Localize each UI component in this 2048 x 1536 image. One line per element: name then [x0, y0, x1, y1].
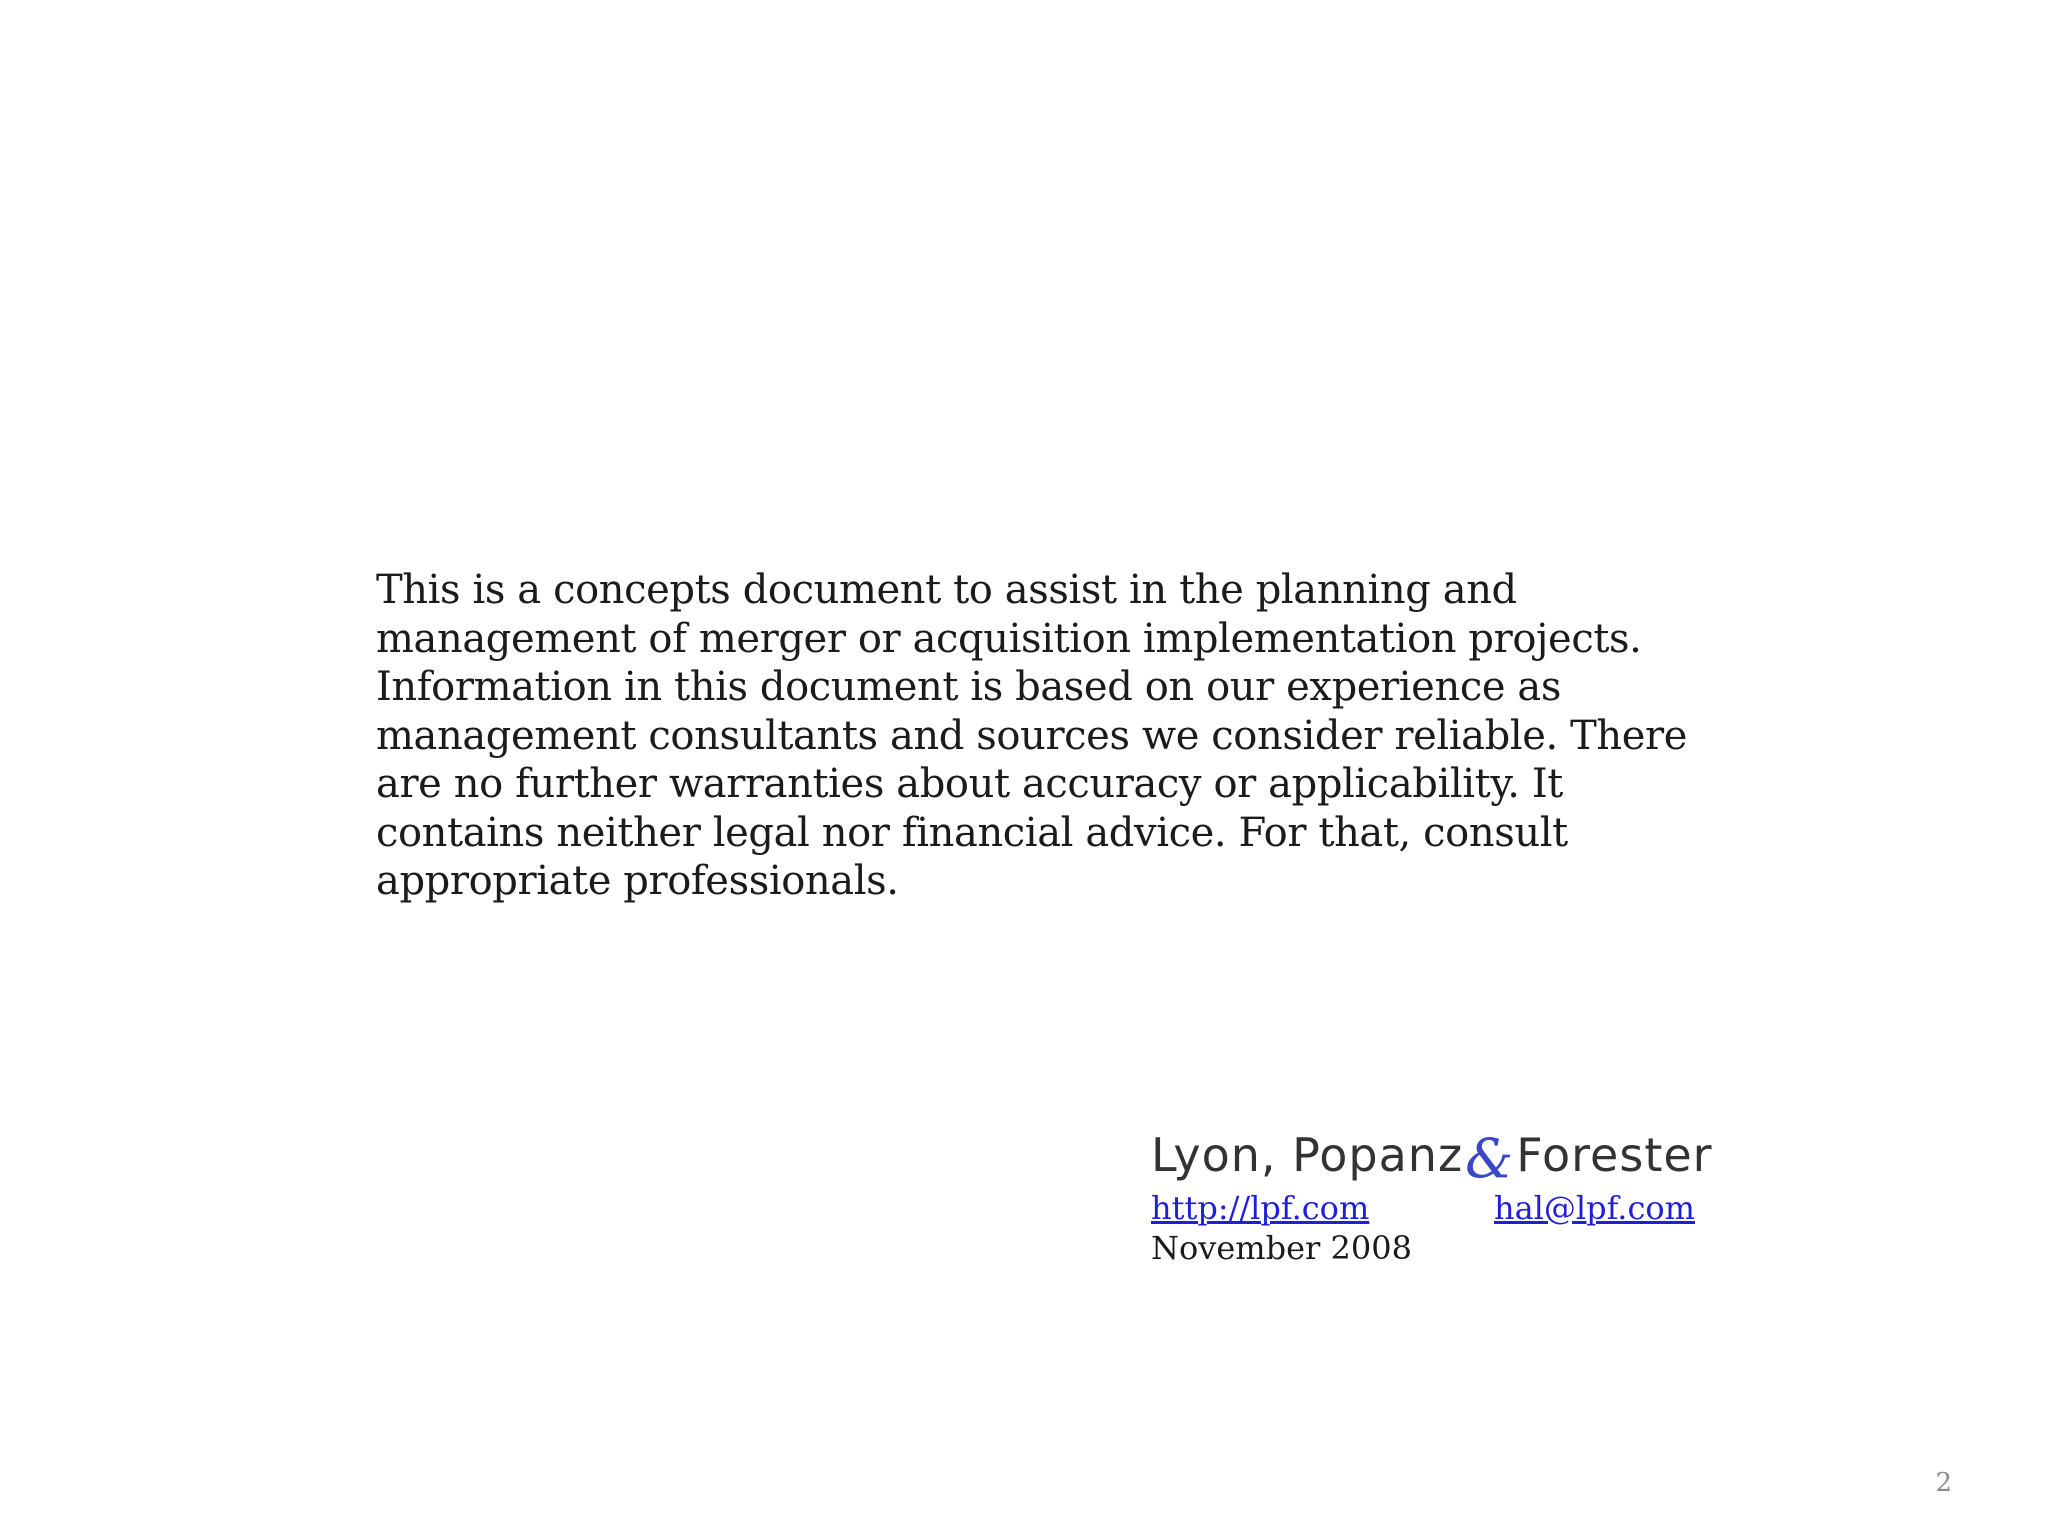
company-logo [1151, 1120, 1713, 1190]
email-link[interactable]: hal@lpf.com [1493, 1189, 1695, 1227]
page-number: 2 [1935, 1468, 1952, 1498]
website-link[interactable]: http://lpf.com [1151, 1189, 1370, 1227]
logo-text-forester: Forester [1516, 1128, 1713, 1182]
logo-ampersand: & [1465, 1127, 1515, 1190]
document-date: November 2008 [1151, 1229, 1412, 1267]
company-signature [1151, 1120, 1711, 1268]
logo-text-lyon-popanz: Lyon, Popanz [1151, 1128, 1464, 1182]
contact-links [1151, 1188, 1695, 1228]
disclaimer-paragraph: This is a concepts document to assist in the planning and management of merger or acquisition implementation projects. Information in this document is based on our experience as management consultants and sources we consider reliable. There are no further warranties about accuracy or applicability. It contains neither legal nor financial advice. For that, consult appropriate professionals. [376, 567, 1688, 904]
